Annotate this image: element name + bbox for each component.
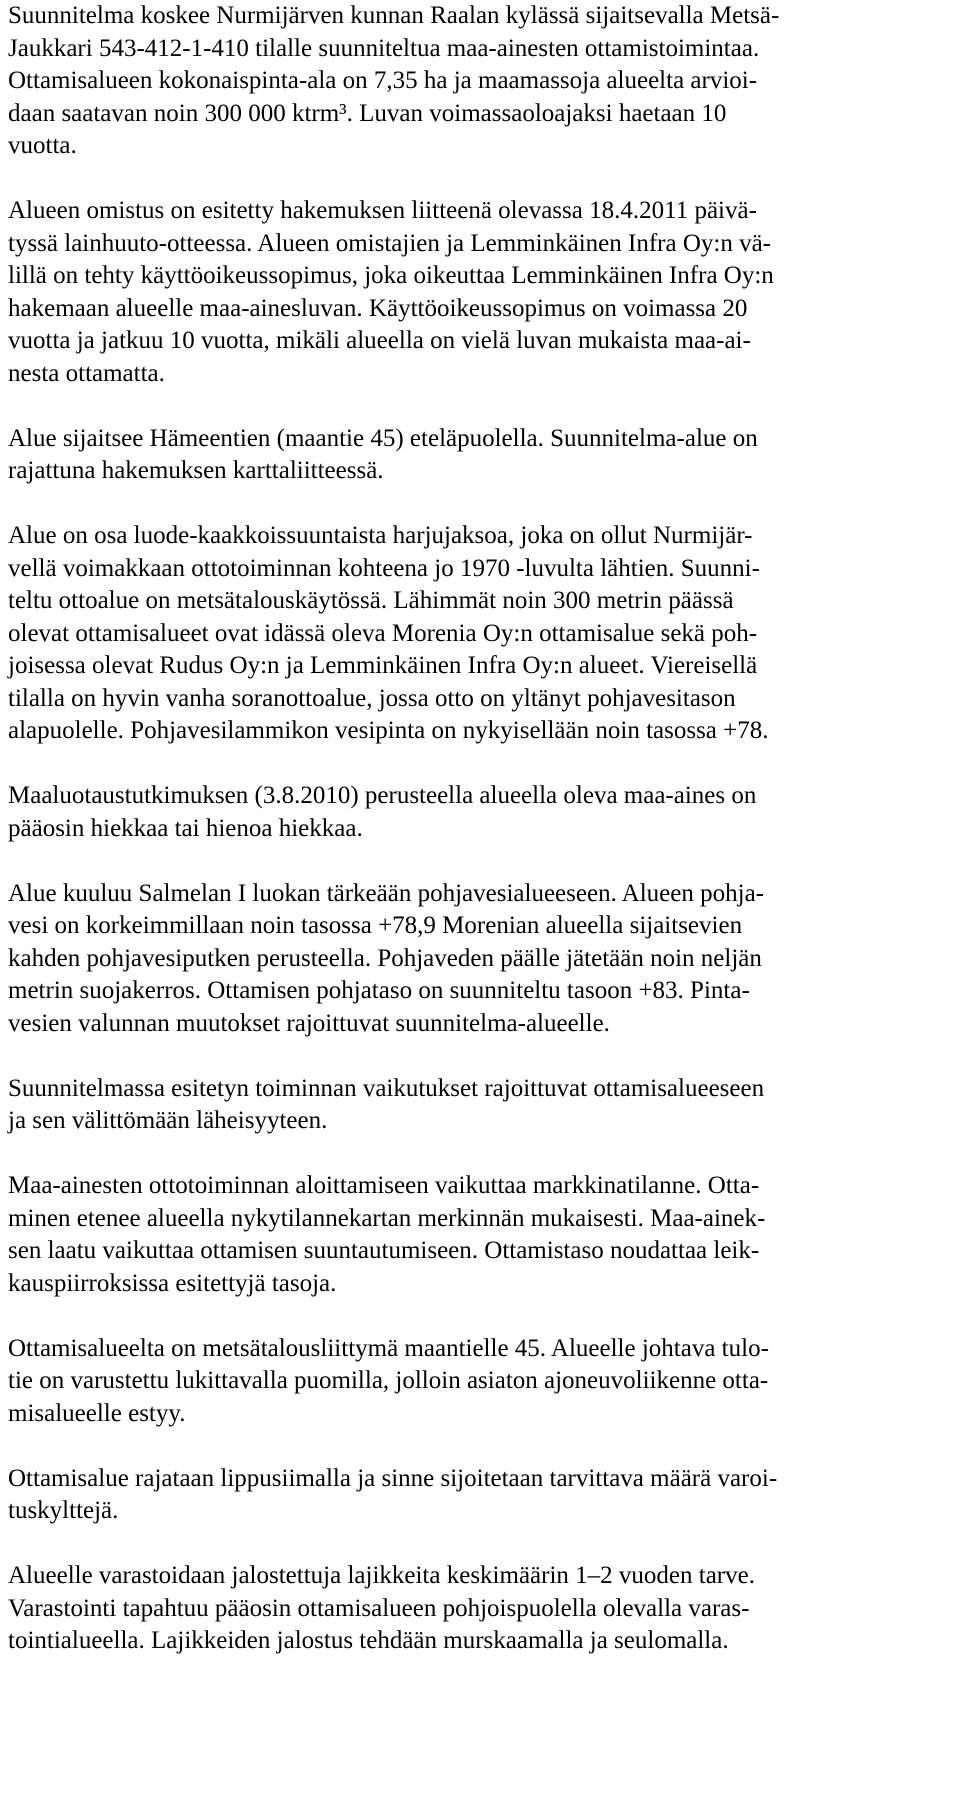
paragraph-intro	[8, 0, 960, 163]
paragraph-spacer	[8, 1430, 960, 1463]
text-line: daan saatavan noin 300 000 ktrm³. Luvan voimassaoloajaksi haetaan 10	[8, 99, 727, 127]
text-line: Maaluotaustutkimuksen (3.8.2010) perusteella alueella oleva maa-aines on	[8, 782, 757, 809]
text-line: metrin suojakerros. Ottamisen pohjataso on suunniteltu tasoon +83. Pinta-	[8, 977, 750, 1004]
paragraph-spacer	[8, 748, 960, 781]
text-line: tuskylttejä.	[8, 1497, 119, 1524]
text-line: olevat ottamisalueet ovat idässä oleva Morenia Oy:n ottamisalue sekä poh-	[8, 619, 758, 647]
text-line: sen laatu vaikuttaa ottamisen suuntautumiseen. Ottamistaso noudattaa leik-	[8, 1237, 760, 1264]
paragraph-spacer	[8, 1528, 960, 1561]
paragraph-spacer	[8, 163, 960, 196]
text-line: rajattuna hakemuksen karttaliitteessä.	[8, 457, 384, 484]
text-line: Alue sijaitsee Hämeentien (maantie 45) eteläpuolella. Suunnitelma-alue on	[8, 424, 758, 452]
paragraph-market	[8, 1170, 960, 1300]
text-line: Maa-ainesten ottotoiminnan aloittamiseen vaikuttaa markkinatilanne. Otta-	[8, 1172, 760, 1199]
text-line: tyssä lainhuuto-otteessa. Alueen omistajien ja Lemminkäinen Infra Oy:n vä-	[8, 229, 771, 257]
paragraph-spacer	[8, 1138, 960, 1171]
text-line: vuotta ja jatkuu 10 vuotta, mikäli alueella on vielä luvan mukaista maa-ai-	[8, 327, 751, 354]
text-line: Ottamisalueelta on metsätalousliittymä maantielle 45. Alueelle johtava tulo-	[8, 1334, 769, 1362]
paragraph-location	[8, 423, 960, 488]
paragraph-fencing	[8, 1463, 960, 1528]
text-line: lillä on tehty käyttöoikeussopimus, joka oikeuttaa Lemminkäinen Infra Oy:n	[8, 262, 774, 289]
text-line: tointialueella. Lajikkeiden jalostus tehdään murskaamalla ja seulomalla.	[8, 1627, 729, 1654]
paragraph-ownership	[8, 195, 960, 390]
text-line: teltu ottoalue on metsätalouskäytössä. Lähimmät noin 300 metrin päässä	[8, 587, 734, 614]
text-line: Ottamisalue rajataan lippusiimalla ja sinne sijoitetaan tarvittava määrä varoi-	[8, 1464, 778, 1492]
text-line: Jaukkari 543-412-1-410 tilalle suunniteltua maa-ainesten ottamistoimintaa.	[8, 34, 760, 62]
text-line: Varastointi tapahtuu pääosin ottamisalueen pohjoispuolella olevalla varas-	[8, 1594, 750, 1622]
text-line: kahden pohjavesiputken perusteella. Pohjaveden päälle jätetään noin neljän	[8, 944, 762, 972]
paragraph-access	[8, 1333, 960, 1431]
text-line: Alue on osa luode-kaakkoissuuntaista harjujaksoa, joka on ollut Nurmijär-	[8, 522, 753, 549]
text-line: Suunnitelmassa esitetyn toiminnan vaikutukset rajoittuvat ottamisalueeseen	[8, 1074, 765, 1102]
text-line: kauspiirroksissa esitettyjä tasoja.	[8, 1269, 337, 1297]
text-line: Alueen omistus on esitetty hakemuksen liitteenä olevassa 18.4.2011 päivä-	[8, 197, 757, 224]
paragraph-soil	[8, 780, 960, 845]
text-line: hakemaan alueelle maa-ainesluvan. Käyttöoikeussopimus on voimassa 20	[8, 294, 748, 322]
text-line: Suunnitelma koskee Nurmijärven kunnan Raalan kylässä sijaitsevalla Metsä-	[8, 2, 780, 29]
text-line: vesien valunnan muutokset rajoittuvat suunnitelma-alueelle.	[8, 1009, 610, 1037]
paragraph-spacer	[8, 1300, 960, 1333]
paragraph-spacer	[8, 845, 960, 878]
paragraph-spacer	[8, 488, 960, 521]
paragraph-ridge	[8, 520, 960, 748]
paragraph-spacer	[8, 390, 960, 423]
text-line: minen etenee alueella nykytilannekartan merkinnän mukaisesti. Maa-ainek-	[8, 1204, 766, 1232]
text-line: vuotta.	[8, 132, 77, 159]
text-line: Alue kuuluu Salmelan I luokan tärkeään pohjavesialueeseen. Alueen pohja-	[8, 879, 764, 907]
text-line: tie on varustettu lukittavalla puomilla, jolloin asiaton ajoneuvoliikenne otta-	[8, 1367, 769, 1394]
text-line: Ottamisalueen kokonaispinta-ala on 7,35 ha ja maamassoja alueelta arvioi-	[8, 67, 758, 94]
paragraph-effects	[8, 1073, 960, 1138]
text-line: nesta ottamatta.	[8, 359, 165, 387]
text-line: Alueelle varastoidaan jalostettuja lajikkeita keskimäärin 1–2 vuoden tarve.	[8, 1562, 755, 1589]
paragraph-groundwater	[8, 878, 960, 1041]
text-line: joisessa olevat Rudus Oy:n ja Lemminkäinen Infra Oy:n alueet. Viereisellä	[8, 652, 758, 679]
text-line: tilalla on hyvin vanha soranottoalue, jossa otto on yltänyt pohjavesitason	[8, 684, 736, 712]
text-line: alapuolelle. Pohjavesilammikon vesipinta on nykyisellään noin tasossa +78.	[8, 717, 769, 744]
text-line: ja sen välittömään läheisyyteen.	[8, 1107, 328, 1134]
paragraph-storage	[8, 1560, 960, 1658]
text-line: misalueelle estyy.	[8, 1399, 186, 1427]
text-line: pääosin hiekkaa tai hienoa hiekkaa.	[8, 814, 363, 842]
text-line: vesi on korkeimmillaan noin tasossa +78,9 Morenian alueella sijaitsevien	[8, 912, 743, 939]
paragraph-spacer	[8, 1040, 960, 1073]
text-line: vellä voimakkaan ottotoiminnan kohteena jo 1970 -luvulta lähtien. Suunni-	[8, 554, 760, 582]
